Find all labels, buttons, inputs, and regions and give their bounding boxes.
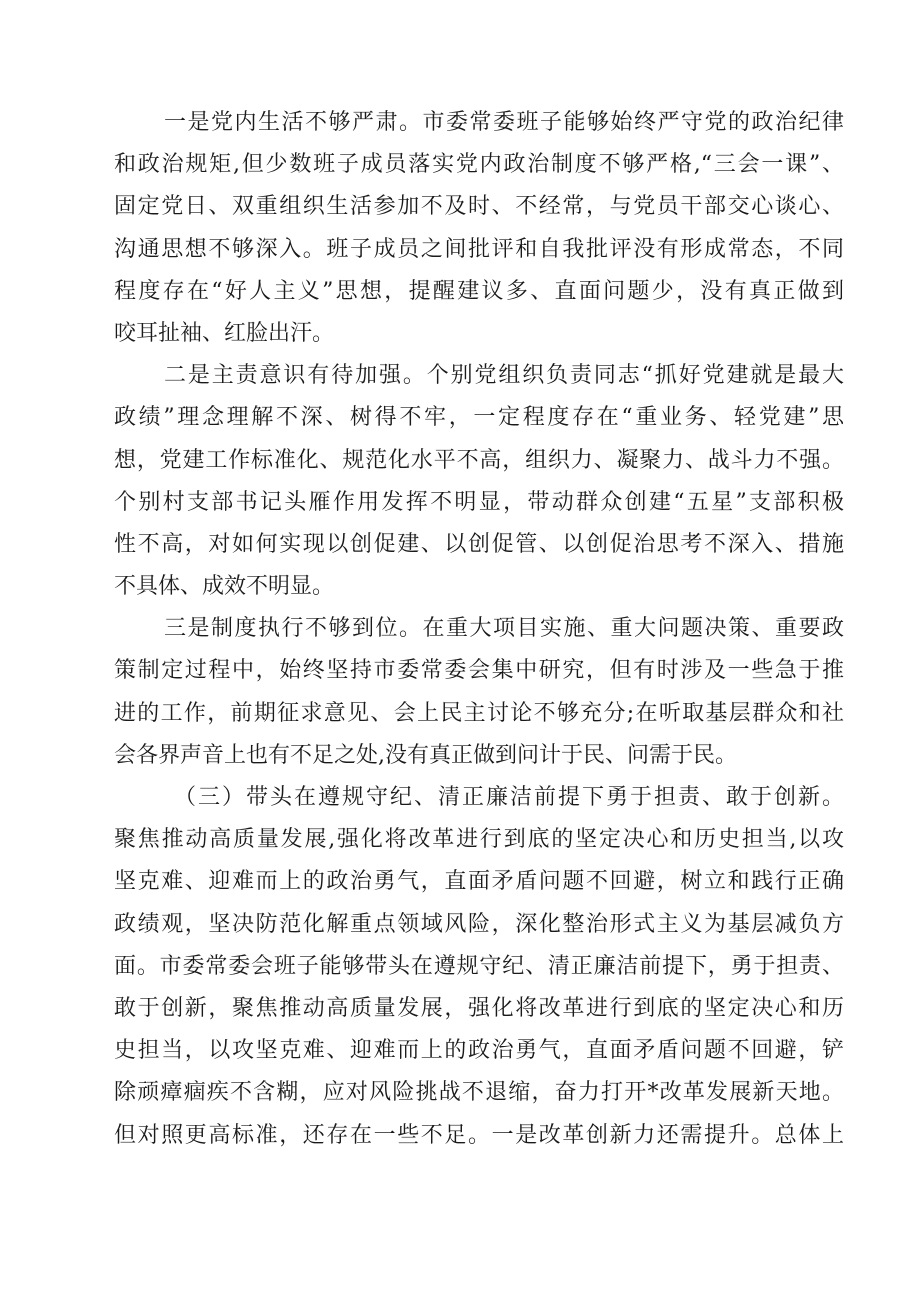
paragraph-party-life (114, 102, 844, 355)
text-line: 程度存在“好人主义”思想，提醒建议多、直面问题少，没有真正做到 (114, 278, 844, 304)
text-line: 进的工作，前期征求意见、会上民主讨论不够充分;在听取基层群众和社 (114, 700, 844, 726)
paragraph-section-three (114, 777, 844, 1157)
text-line: 策制定过程中，始终坚持市委常委会集中研究，但有时涉及一些急于推 (114, 658, 844, 684)
text-line: 不具体、成效不明显。 (114, 574, 335, 600)
section-heading-line: （三）带头在遵规守纪、清正廉洁前提下勇于担责、敢于创新。 (174, 785, 844, 810)
text-line: 政绩”理念理解不深、树得不牢，一定程度存在“重业务、轻党建”思 (114, 405, 844, 431)
paragraph-responsibility (114, 355, 844, 608)
text-line: 史担当，以攻坚克难、迎难而上的政治勇气，直面矛盾问题不回避，铲 (114, 1038, 844, 1064)
text-line: 个别村支部书记头雁作用发挥不明显，带动群众创建“五星”支部积极 (114, 489, 844, 515)
text-line: 二是主责意识有待加强。个别党组织负责同志“抓好党建就是最大 (164, 363, 844, 389)
text-line: 一是党内生活不够严肃。市委常委班子能够始终严守党的政治纪律 (164, 110, 844, 135)
document-body (114, 102, 844, 1157)
text-line: 咬耳扯袖、红脸出汗。 (114, 320, 335, 346)
text-line: 但对照更高标准，还存在一些不足。一是改革创新力还需提升。总体上 (114, 1122, 844, 1148)
text-line: 固定党日、双重组织生活参加不及时、不经常，与党员干部交心谈心、 (114, 194, 844, 220)
text-line: 面。市委常委会班子能够带头在遵规守纪、清正廉洁前提下，勇于担责、 (114, 953, 844, 979)
text-line: 政绩观，坚决防范化解重点领域风险，深化整治形式主义为基层减负方 (114, 911, 844, 937)
text-line: 除顽瘴痼疾不含糊，应对风险挑战不退缩，奋力打开*改革发展新天地。 (114, 1080, 844, 1106)
text-line: 会各界声音上也有不足之处,没有真正做到问计于民、问需于民。 (114, 742, 737, 768)
text-line: 敢于创新，聚焦推动高质量发展，强化将改革进行到底的坚定决心和历 (114, 995, 844, 1021)
text-line: 坚克难、迎难而上的政治勇气，直面矛盾问题不回避，树立和践行正确 (114, 869, 844, 895)
text-line: 想，党建工作标准化、规范化水平不高，组织力、凝聚力、战斗力不强。 (114, 447, 844, 473)
text-line: 三是制度执行不够到位。在重大项目实施、重大问题决策、重要政 (164, 616, 844, 642)
text-line: 沟通思想不够深入。班子成员之间批评和自我批评没有形成常态，不同 (114, 236, 844, 262)
text-line: 和政治规矩,但少数班子成员落实党内政治制度不够严格,“三会一课”、 (114, 152, 844, 178)
paragraph-system-execution (114, 608, 844, 777)
text-line: 性不高，对如何实现以创促建、以创促管、以创促治思考不深入、措施 (114, 531, 844, 557)
text-line: 聚焦推动高质量发展,强化将改革进行到底的坚定决心和历史担当,以攻 (114, 827, 844, 853)
